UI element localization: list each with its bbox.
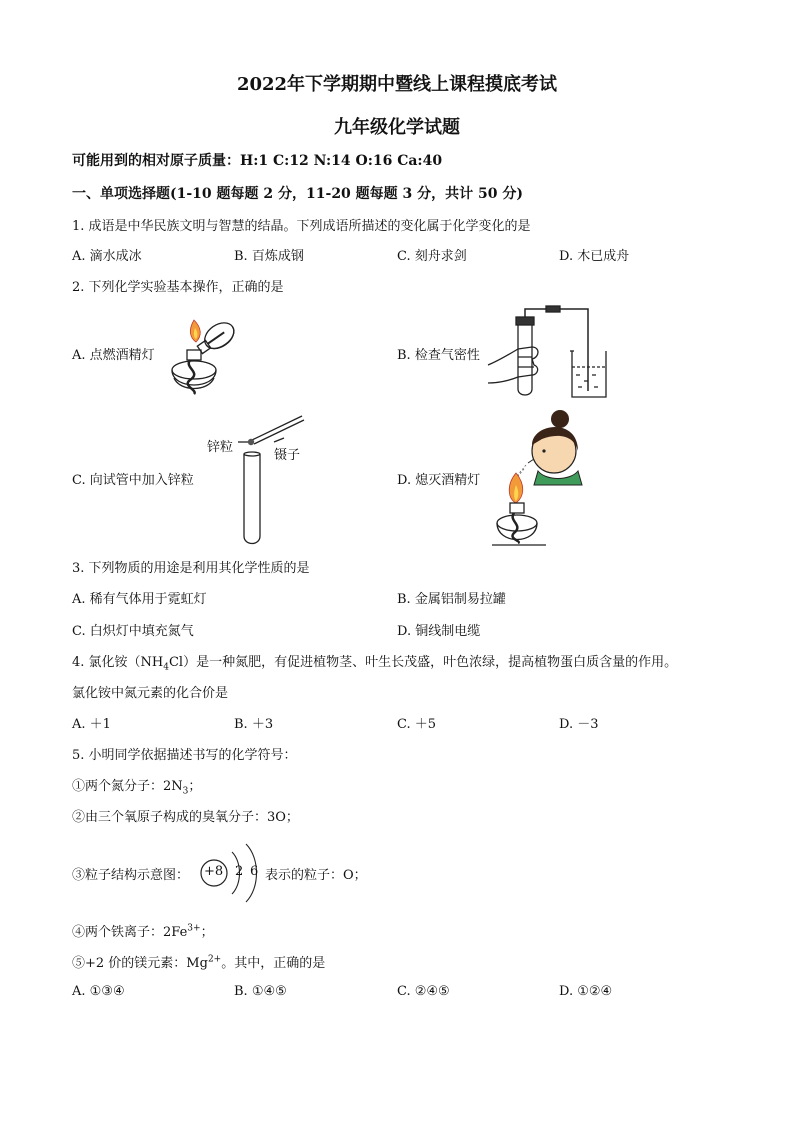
q3-option-d: D. 铜线制电缆 — [397, 624, 481, 639]
q5-item3-result: 表示的粒子：O； — [265, 868, 367, 883]
exam-title: 2022年下学期期中暨线上课程摸底考试 — [236, 74, 558, 95]
q5-option-d: D. ①②④ — [559, 984, 613, 999]
q4-stem: 4. 氯化铵$(NH_4Cl)$是一种氮肥，有促进植物茎、叶生长茂盛，叶色浓绿，提高植物蛋白质含量的作用。 — [72, 655, 678, 673]
q3-stem: 3. 下列物质的用途是利用其化学性质的是 — [72, 561, 310, 576]
q4-option-b: B. ＋3 — [234, 717, 274, 732]
q1-option-a: A. 滴水成冰 — [72, 249, 142, 264]
q3-option-a: A. 稀有气体用于霓虹灯 — [72, 592, 207, 607]
q3-option-c: C. 白炽灯中填充氮气 — [72, 624, 194, 639]
q2-option-a: A. 点燃酒精灯 — [72, 348, 155, 363]
q2-stem: 2. 下列化学实验基本操作，正确的是 — [72, 280, 284, 295]
q5-item1: ①两个氮分子：$2N_3$； — [72, 779, 202, 797]
q1-option-c: C. 刻舟求剑 — [397, 249, 467, 264]
add-zinc-illustration — [236, 412, 308, 546]
q2-option-d: D. 熄灭酒精灯 — [397, 473, 481, 488]
q5-item2: ②由三个氧原子构成的臭氧分子：3O； — [72, 810, 299, 825]
q4-stem-line2: 氯化铵中氮元素的化合价是 — [72, 686, 229, 701]
q5-option-c: C. ②④⑤ — [397, 984, 450, 999]
q5-item5: ⑤+2 价的镁元素：$Mg^{2+}$。其中，正确的是 — [72, 954, 326, 971]
q4-option-d: D. －3 — [559, 717, 599, 732]
lamp-lighting-illustration — [168, 308, 246, 403]
shell-1-electrons: 2 — [235, 864, 244, 879]
q4-option-a: A. ＋1 — [72, 717, 111, 732]
q2-option-c: C. 向试管中加入锌粒 — [72, 473, 194, 488]
q5-option-a: A. ①③④ — [72, 984, 125, 999]
q5-item3-label: ③粒子结构示意图： — [72, 868, 190, 883]
q5-option-b: B. ①④⑤ — [234, 984, 287, 999]
q1-option-d: D. 木已成舟 — [559, 249, 630, 264]
section-heading: 一、单项选择题(1-10 题每题 2 分，11-20 题每题 3 分，共计 50 分) — [72, 186, 524, 202]
q1-stem: 1. 成语是中华民族文明与智慧的结晶。下列成语所描述的变化属于化学变化的是 — [72, 219, 531, 234]
q1-option-b: B. 百炼成钢 — [234, 249, 304, 264]
q5-stem: 5. 小明同学依据描述书写的化学符号： — [72, 748, 297, 763]
zinc-granule-label: 锌粒 — [207, 440, 234, 455]
shell-2-electrons: 6 — [250, 864, 259, 879]
nucleus-charge: +8 — [204, 864, 224, 879]
q3-option-b: B. 金属铝制易拉罐 — [397, 592, 506, 607]
q4-option-c: C. ＋5 — [397, 717, 437, 732]
q2-option-b: B. 检查气密性 — [397, 348, 480, 363]
airtightness-check-illustration — [488, 305, 610, 405]
blowing-lamp-illustration — [498, 405, 588, 547]
tweezers-label: 镊子 — [274, 448, 301, 463]
atomic-masses: 可能用到的相对原子质量：H:1 C:12 N:14 O:16 Ca:40 — [72, 153, 443, 169]
exam-subtitle: 九年级化学试题 — [334, 117, 460, 138]
q5-item4: ④两个铁离子：$2Fe^{3+}$； — [72, 923, 214, 940]
